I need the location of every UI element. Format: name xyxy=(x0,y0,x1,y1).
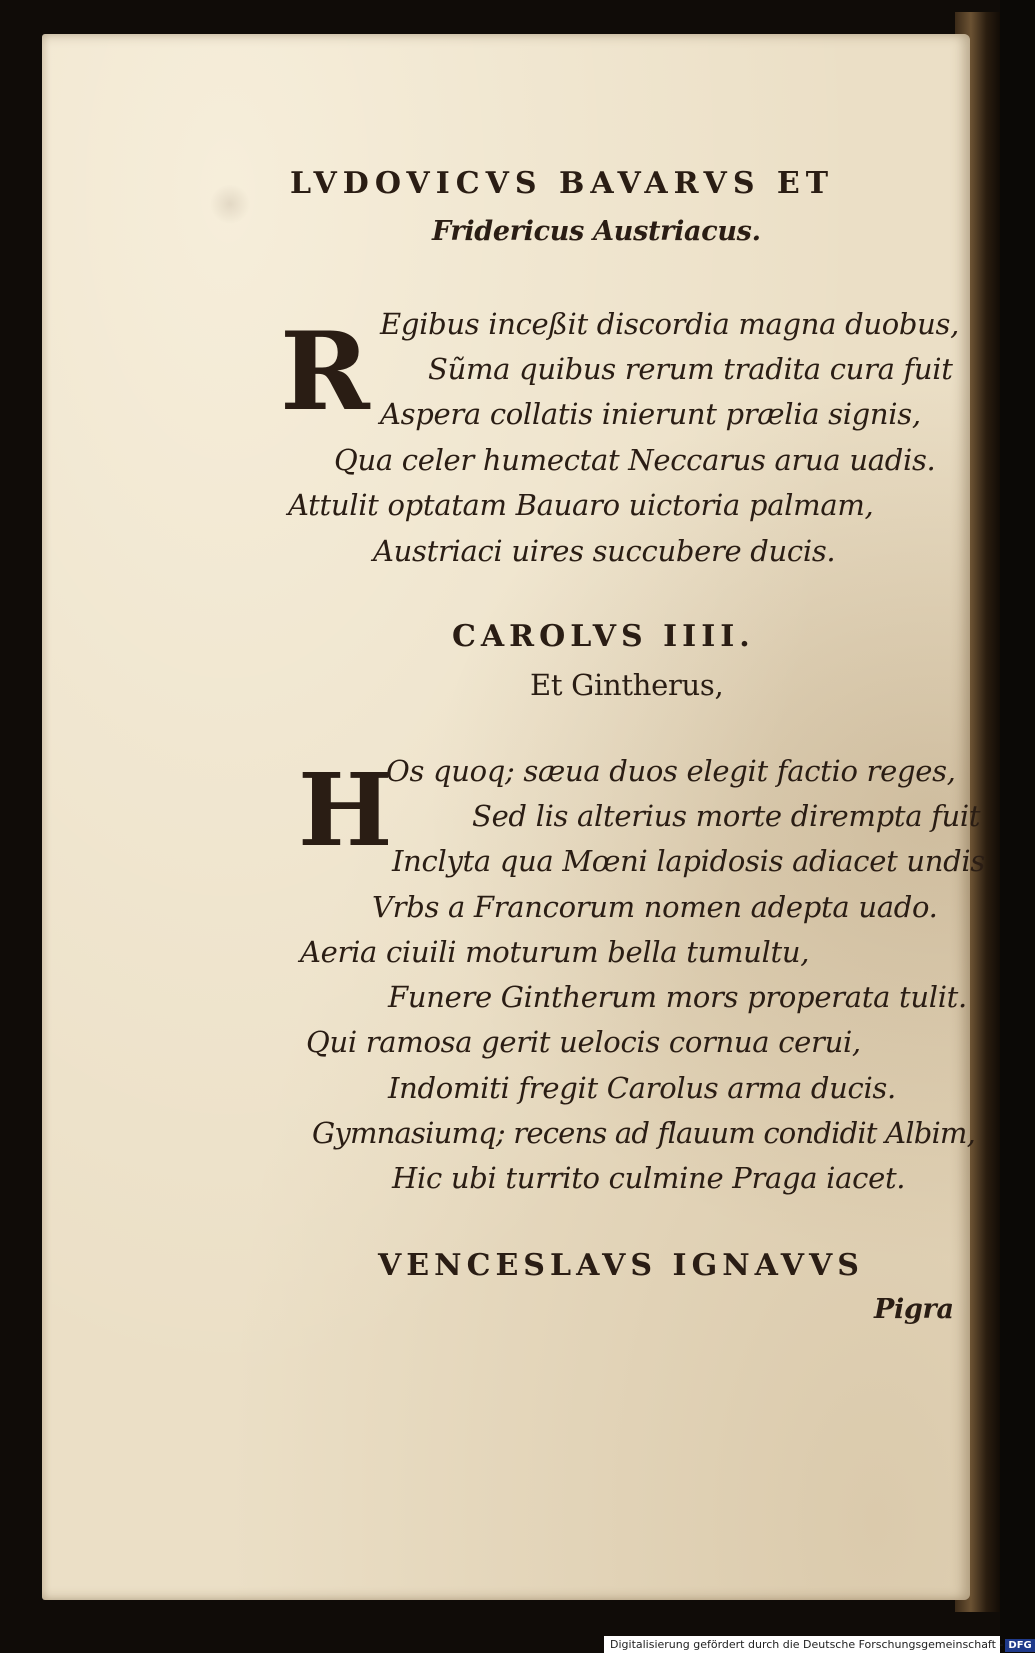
verse-line: Attulit optatam Bauaro uictoria palmam, xyxy=(288,488,874,522)
verse-line: Qua celer humectat Neccarus arua uadis. xyxy=(334,443,936,477)
section-title: LVDOVICVS BAVARVS ET xyxy=(290,166,835,201)
verse-line: Sũma quibus rerum tradita cura fuit xyxy=(428,352,953,386)
verse-line: Sed lis alterius morte dirempta fuit xyxy=(472,799,981,833)
verse-line: Indomiti fregit Carolus arma ducis. xyxy=(388,1071,896,1105)
digitization-credit xyxy=(604,1636,1032,1653)
page-stain xyxy=(210,184,250,224)
verse-line: Austriaci uires succubere ducis. xyxy=(373,534,836,568)
verse-line: Inclyta qua Mœni lapidosis adiacet undis xyxy=(392,844,985,878)
verse-line: Os quoq; sæua duos elegit factio reges, xyxy=(386,754,956,788)
drop-cap-initial: H xyxy=(298,751,393,869)
verse-line: Aspera collatis inierunt prælia signis, xyxy=(380,397,921,431)
catchword: Pigra xyxy=(874,1294,954,1325)
verse-line: Funere Gintherum mors properata tulit. xyxy=(388,980,967,1014)
verse-line: Qui ramosa gerit uelocis cornua cerui, xyxy=(306,1025,861,1059)
verse-line: Hic ubi turrito culmine Praga iacet. xyxy=(392,1161,906,1195)
verse-line: Egibus inceßit discordia magna duobus, xyxy=(380,307,960,341)
verse-line: Gymnasiumq; recens ad flauum condidit Albim, xyxy=(312,1116,976,1150)
section-title: VENCESLAVS IGNAVVS xyxy=(378,1248,864,1283)
section-title: CAROLVS IIII. xyxy=(452,619,755,654)
credit-text: Digitalisierung gefördert durch die Deutsche Forschungsgemeinschaft - xyxy=(610,1638,1004,1651)
section-subtitle: Fridericus Austriacus. xyxy=(432,216,761,247)
drop-cap-initial: R xyxy=(280,309,370,435)
section-subtitle: Et Gintherus, xyxy=(530,668,724,702)
verse-line: Aeria ciuili moturum bella tumultu, xyxy=(300,935,810,969)
verse-line: Vrbs a Francorum nomen adepta uado. xyxy=(372,890,938,924)
dfg-logo: DFG xyxy=(1005,1639,1034,1652)
